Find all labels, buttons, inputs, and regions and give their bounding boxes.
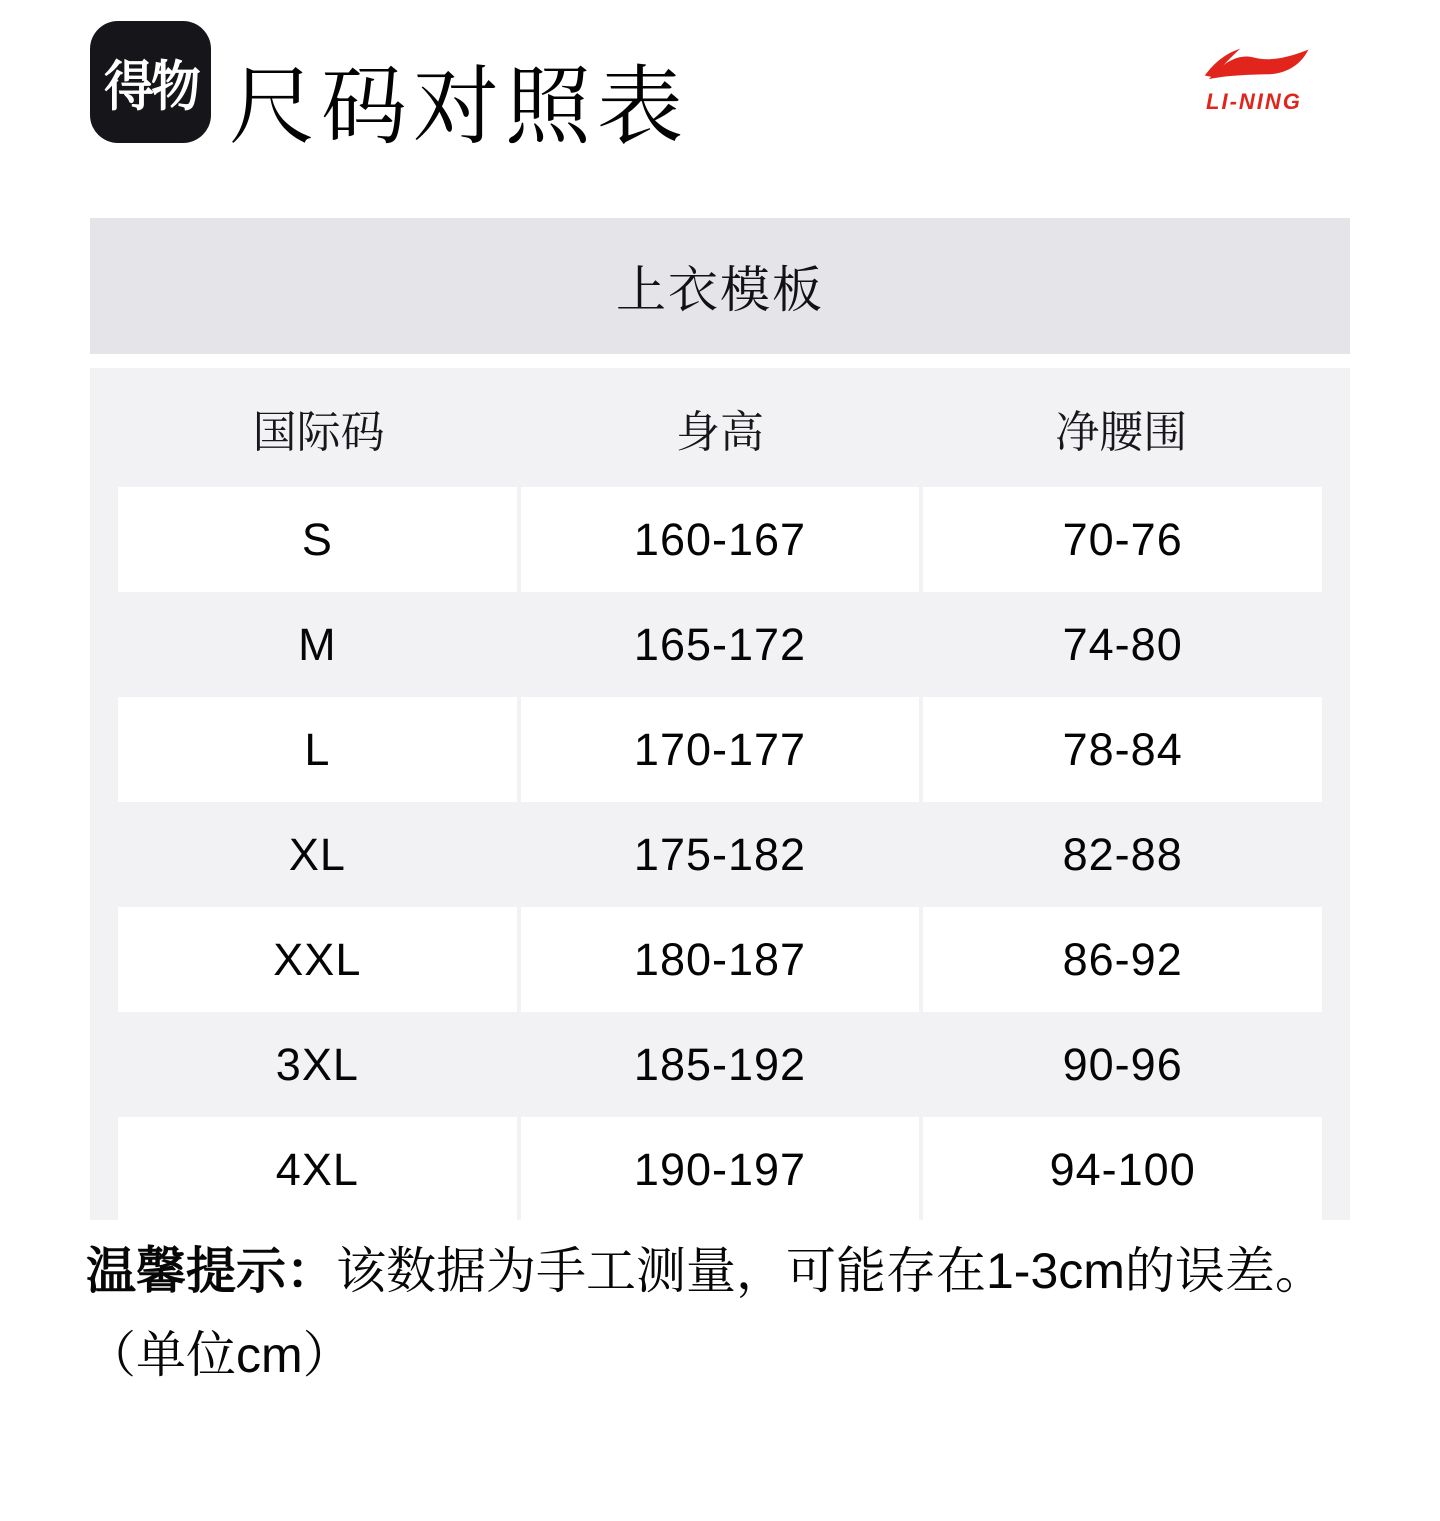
waist-cell: 78-84 [923, 697, 1322, 802]
footnote-label: 温馨提示： [86, 1243, 336, 1299]
column-header-size: 国际码 [252, 407, 385, 457]
footnote [86, 1243, 1406, 1384]
size-cell: 4XL [118, 1117, 517, 1220]
size-cell: XXL [118, 907, 517, 1012]
table-row [118, 487, 1322, 592]
column-header-height: 身高 [675, 407, 764, 457]
size-table [90, 368, 1350, 1220]
banner-title: 上衣模板 [616, 262, 824, 318]
table-row [118, 1117, 1322, 1220]
height-cell: 170-177 [521, 697, 920, 802]
size-cell: 3XL [275, 1038, 359, 1090]
page-title: 尺码对照表 [229, 59, 689, 155]
height-cell: 185-192 [633, 1038, 807, 1090]
footnote-tip-line [86, 1243, 1406, 1301]
table-row [118, 1012, 1322, 1117]
table-row [118, 802, 1322, 907]
waist-cell: 70-76 [923, 487, 1322, 592]
column-header-waist: 净腰围 [1055, 407, 1188, 457]
table-row [118, 592, 1322, 697]
height-cell: 175-182 [633, 828, 807, 880]
waist-cell: 74-80 [1062, 618, 1183, 670]
height-cell: 165-172 [633, 618, 807, 670]
waist-cell: 90-96 [1062, 1038, 1183, 1090]
dewu-logo-text: 得物 [103, 56, 198, 117]
lining-swoosh-icon [1195, 47, 1313, 85]
waist-cell: 86-92 [923, 907, 1322, 1012]
height-cell: 160-167 [521, 487, 920, 592]
waist-cell: 94-100 [923, 1117, 1322, 1220]
template-banner [90, 218, 1350, 354]
dewu-app-logo [90, 21, 211, 143]
table-row [118, 907, 1322, 1012]
size-cell: L [118, 697, 517, 802]
footnote-text: 该数据为手工测量，可能存在1-3cm的误差。 [336, 1243, 1325, 1299]
table-header-row [118, 368, 1322, 487]
footnote-unit: （单位cm） [86, 1326, 353, 1383]
size-cell: S [118, 487, 517, 592]
lining-brand-logo [1192, 47, 1316, 115]
height-cell: 190-197 [521, 1117, 920, 1220]
lining-wordmark: LI-NING [1206, 89, 1302, 114]
table-row [118, 697, 1322, 802]
height-cell: 180-187 [521, 907, 920, 1012]
size-cell: XL [288, 828, 346, 880]
waist-cell: 82-88 [1062, 828, 1183, 880]
size-cell: M [298, 618, 337, 670]
